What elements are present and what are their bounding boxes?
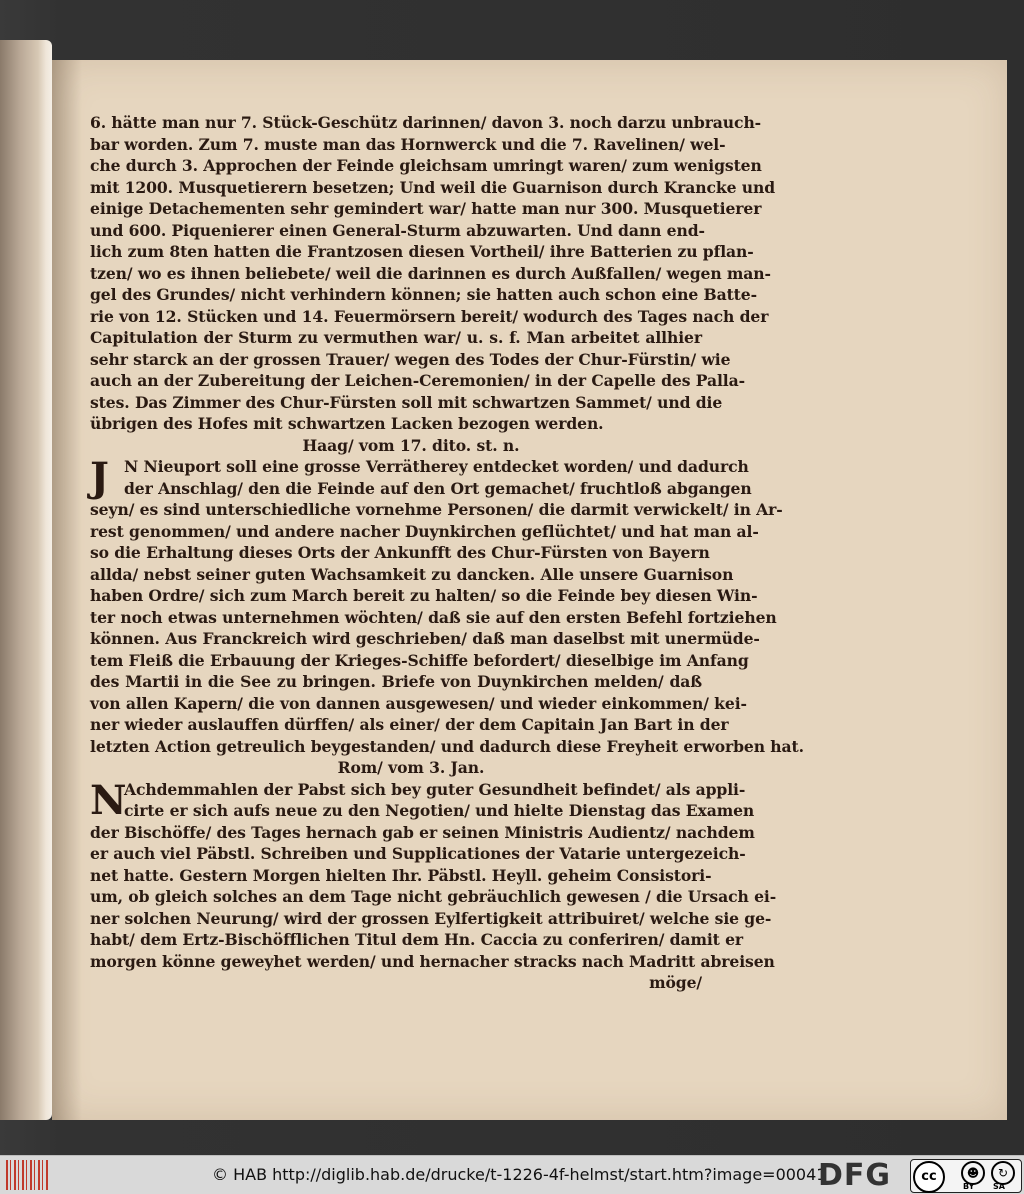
share-alike-icon: ↻: [991, 1161, 1015, 1185]
initial-letter-3: N: [90, 776, 127, 824]
paragraph-2-lines: [90, 499, 804, 757]
text-line: tzen/ wo es ihnen beliebete/ weil die darinnen es durch Außfallen/ wegen man-: [90, 263, 771, 283]
text-line: haben Ordre/ sich zum March bereit zu halten/ so die Feinde bey diesen Win-: [90, 586, 758, 605]
text-line: Capitulation der Sturm zu vermuthen war/ u. s. f. Man arbeitet allhier: [90, 328, 702, 347]
barcode-icon: [6, 1160, 48, 1190]
heading-haag: Haag/ vom 17. dito. st. n.: [302, 435, 520, 455]
initial-letter-2: J: [90, 454, 109, 501]
paragraph-3-lines: [90, 822, 777, 973]
page-text: [90, 112, 804, 994]
text-line: seyn/ es sind unterschiedliche vornehme Personen/ die darmit verwickelt/ in Ar-: [90, 500, 783, 519]
text-line: ner wieder auslauffen dürffen/ als einer/ der dem Capitain Jan Bart in der: [90, 715, 729, 734]
text-line: che durch 3. Approchen der Feinde gleichsam umringt waren/ zum wenigsten: [90, 156, 762, 175]
text-line: so die Erhaltung dieses Orts der Ankunfft des Chur-Fürsten von Bayern: [90, 543, 710, 562]
source-url[interactable]: © HAB http://diglib.hab.de/drucke/t-1226-4f-helmst/start.htm?image=00041: [212, 1165, 827, 1184]
text-line: habt/ dem Ertz-Bischöfflichen Titul dem Hn. Caccia zu conferiren/ damit er: [90, 930, 744, 949]
text-line: von allen Kapern/ die von dannen ausgewesen/ und wieder einkommen/ kei-: [90, 693, 747, 713]
paragraph-3-first-lines: [90, 776, 755, 824]
by-person-icon: ☻: [961, 1161, 985, 1185]
text-line: mit 1200. Musquetierern besetzen; Und weil die Guarnison durch Krancke und: [90, 177, 776, 197]
text-line: cirte er sich aufs neue zu den Negotien/ und hielte Dienstag das Examen: [124, 801, 755, 820]
left-page-edge: [0, 40, 52, 1120]
heading-rom: Rom/ vom 3. Jan.: [337, 758, 485, 777]
text-line: des Martii in die See zu bringen. Briefe von Duynkirchen melden/ daß: [90, 672, 702, 691]
text-line: auch an der Zubereitung der Leichen-Ceremonien/ in der Capelle des Palla-: [90, 371, 745, 390]
text-line: um, ob gleich solches an dem Tage nicht gebräuchlich gewesen / die Ursach ei-: [90, 887, 777, 906]
paragraph-2: [90, 454, 804, 757]
text-line: net hatte. Gestern Morgen hielten Ihr. Päbstl. Heyll. geheim Consistori-: [90, 865, 712, 885]
paragraph-1: [90, 112, 776, 435]
text-line: morgen könne geweyhet werden/ und hernacher stracks nach Madritt abreisen: [90, 951, 775, 971]
cc-license-badge[interactable]: [910, 1159, 1022, 1193]
footer-bar: [0, 1155, 1024, 1194]
cc-icon: cc: [913, 1161, 945, 1193]
page-gutter-shadow: [52, 60, 82, 1120]
text-line: der Anschlag/ den die Feinde auf den Ort gemachet/ fruchtloß abgangen: [124, 478, 752, 498]
text-line: Achdemmahlen der Pabst sich bey guter Gesundheit befindet/ als appli-: [124, 779, 746, 799]
text-line: und 600. Piquenierer einen General-Sturm abzuwarten. Und dann end-: [90, 220, 705, 240]
text-line: er auch viel Päbstl. Schreiben und Supplicationes der Vatarie untergezeich-: [90, 844, 746, 863]
text-line: übrigen des Hofes mit schwartzen Lacken bezogen werden.: [90, 414, 604, 433]
text-line: rest genommen/ und andere nacher Duynkirchen geflüchtet/ und hat man al-: [90, 521, 759, 541]
text-line: bar worden. Zum 7. muste man das Hornwerck und die 7. Ravelinen/ wel-: [90, 134, 726, 154]
paragraph-3: [90, 776, 777, 973]
by-label: BY: [963, 1182, 975, 1191]
text-line: N Nieuport soll eine grosse Verrätherey entdecket worden/ und dadurch: [124, 457, 749, 476]
text-line: gel des Grundes/ nicht verhindern können; sie hatten auch schon eine Batte-: [90, 285, 757, 304]
text-line: allda/ nebst seiner guten Wachsamkeit zu dancken. Alle unsere Guarnison: [90, 564, 734, 584]
text-line: letzten Action getreulich beygestanden/ und dadurch diese Freyheit erworben hat.: [90, 736, 804, 756]
sa-label: SA: [993, 1182, 1005, 1191]
dfg-logo: DFG: [818, 1158, 892, 1193]
text-line: sehr starck an der grossen Trauer/ wegen des Todes der Chur-Fürstin/ wie: [90, 349, 731, 369]
text-line: können. Aus Franckreich wird geschrieben/ daß man daselbst mit unermüde-: [90, 629, 760, 648]
text-line: tem Fleiß die Erbauung der Krieges-Schiffe befordert/ dieselbige im Anfang: [90, 650, 749, 670]
text-line: lich zum 8ten hatten die Frantzosen diesen Vortheil/ ihre Batterien zu pflan-: [90, 242, 754, 261]
paragraph-2-first-lines: [90, 456, 752, 499]
text-line: ter noch etwas unternehmen wöchten/ daß sie auf den ersten Befehl fortziehen: [90, 607, 777, 627]
text-line: der Bischöffe/ des Tages hernach gab er seinen Ministris Audientz/ nachdem: [90, 822, 755, 842]
catchword: möge/: [649, 973, 702, 992]
text-line: rie von 12. Stücken und 14. Feuermörsern bereit/ wodurch des Tages nach der: [90, 306, 769, 326]
text-line: 6. hätte man nur 7. Stück-Geschütz darinnen/ davon 3. noch darzu unbrauch-: [90, 113, 762, 132]
text-line: ner solchen Neurung/ wird der grossen Eylfertigkeit attribuiret/ welche sie ge-: [90, 908, 772, 928]
text-line: stes. Das Zimmer des Chur-Fürsten soll mit schwartzen Sammet/ und die: [90, 392, 723, 412]
text-line: einige Detachementen sehr gemindert war/ hatte man nur 300. Musquetierer: [90, 199, 762, 218]
